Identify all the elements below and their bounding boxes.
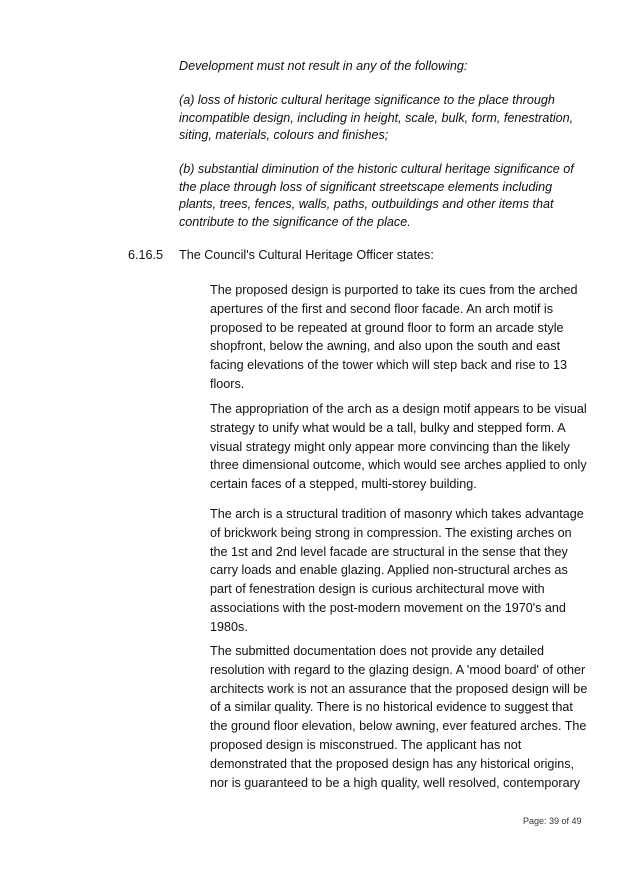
policy-clause-b: (b) substantial diminution of the historic cultural heritage significance of the place through loss of significant streetscape elements including plants, trees, fences, walls, paths, outbuildings and other items that contribute to the significance of the place. [179,162,574,229]
quote-paragraph-1: The proposed design is purported to take its cues from the arched apertures of the first and second floor facade. An arch motif is proposed to be repeated at ground floor to form an arcade style shopfront, below the awning, and also upon the south and east facing elevations of the tower which will step back and rise to 13 floors. [210,283,578,391]
section-lead: The Council's Cultural Heritage Officer states: [179,248,434,262]
page-number: Page: 39 of 49 [523,816,582,826]
quote-paragraph-3: The arch is a structural tradition of masonry which takes advantage of brickwork being strong in compression. The existing arches on the 1st and 2nd level facade are structural in the sense that they carry loads and enable glazing. Applied non-structural arches as part of fenestration design is curious architectural move with associations with the post-modern movement on the 1970's and 1980s. [210,507,584,634]
policy-clause-a: (a) loss of historic cultural heritage significance to the place through incompatible design, including in height, scale, bulk, form, fenestration, siting, materials, colours and finishes; [179,93,574,142]
quote-paragraph-2: The appropriation of the arch as a design motif appears to be visual strategy to unify what would be a tall, bulky and stepped form. A visual strategy might only appear more convincing than the likely three dimensional outcome, which would see arches applied to only certain faces of a stepped, multi-storey building. [210,402,587,492]
quote-paragraph-4: The submitted documentation does not provide any detailed resolution with regard to the glazing design. A 'mood board' of other architects work is not an assurance that the proposed design will be of a similar quality. There is no historical evidence to suggest that the ground floor elevation, below awning, ever featured arches. The proposed design is misconstrued. The applicant has not demonstrated that the proposed design has any historical origins, nor is guaranteed to be a high quality, well resolved, contemporary [210,644,588,790]
section-number: 6.16.5 [128,248,164,262]
policy-intro: Development must not result in any of the following: [179,59,468,73]
